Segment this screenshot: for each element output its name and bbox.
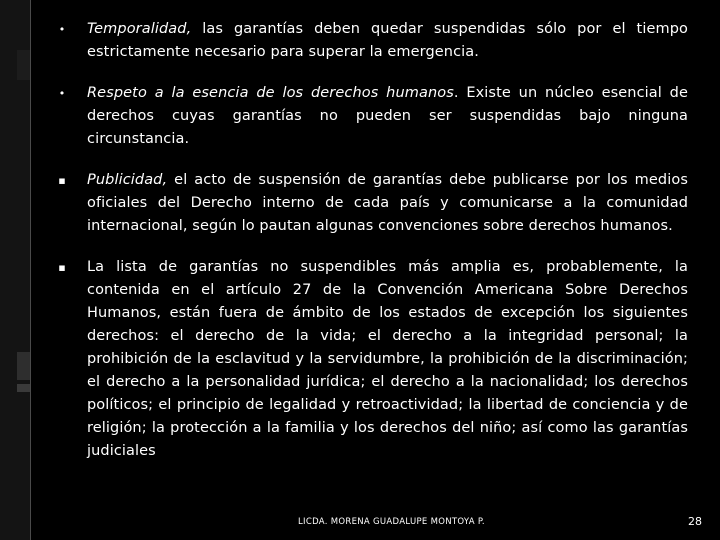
slide-content xyxy=(56,18,688,481)
decorative-block xyxy=(17,352,30,380)
left-decorative-bar xyxy=(0,0,31,540)
item-lead: Temporalidad, xyxy=(87,21,192,37)
list-item-temporalidad xyxy=(56,18,688,64)
list-item-garantias xyxy=(56,256,688,463)
bullet-dot-icon: • xyxy=(58,23,66,36)
list-item-text xyxy=(87,169,688,238)
footer-author: LICDA. MORENA GUADALUPE MONTOYA P. xyxy=(298,517,485,527)
list-item-text xyxy=(87,82,688,151)
item-body: el acto de suspensión de garantías debe publicarse por los medios oficiales del Derecho interno de cada país y comunicarse a la comunidad internacional, según lo pautan algunas convenciones sobre derechos humanos. xyxy=(87,172,688,234)
page-number: 28 xyxy=(688,515,702,528)
item-body: La lista de garantías no suspendibles más amplia es, probablemente, la contenida en el artículo 27 de la Convención Americana Sobre Derechos Humanos, están fuera de ámbito de los estados de excepción los siguientes derechos: el derecho de la vida; el derecho a la integridad personal; la prohibición de la esclavitud y la servidumbre, la prohibición de la discriminación; el derecho a la personalidad jurídica; el derecho a la nacionalidad; los derechos políticos; el principio de legalidad y retroactividad; la libertad de conciencia y de religión; la protección a la familia y los derechos del niño; así como las garantías judiciales xyxy=(87,259,688,459)
list-item-text xyxy=(87,18,688,64)
decorative-block xyxy=(17,50,30,80)
list-item-publicidad xyxy=(56,169,688,238)
item-body: las garantías deben quedar suspendidas sólo por el tiempo estrictamente necesario para superar la emergencia. xyxy=(87,21,688,60)
item-body: . Existe un núcleo esencial de derechos cuyas garantías no pueden ser suspendidas bajo ninguna circunstancia. xyxy=(87,85,688,147)
item-lead: Publicidad, xyxy=(87,172,168,188)
bullet-square-icon: ▪ xyxy=(58,174,66,187)
list-item-text xyxy=(87,256,688,463)
bullet-square-icon: ▪ xyxy=(58,261,66,274)
item-lead: Respeto a la esencia de los derechos humanos xyxy=(87,85,454,101)
decorative-block xyxy=(17,384,30,392)
list-item-respeto xyxy=(56,82,688,151)
bullet-dot-icon: • xyxy=(58,87,66,100)
